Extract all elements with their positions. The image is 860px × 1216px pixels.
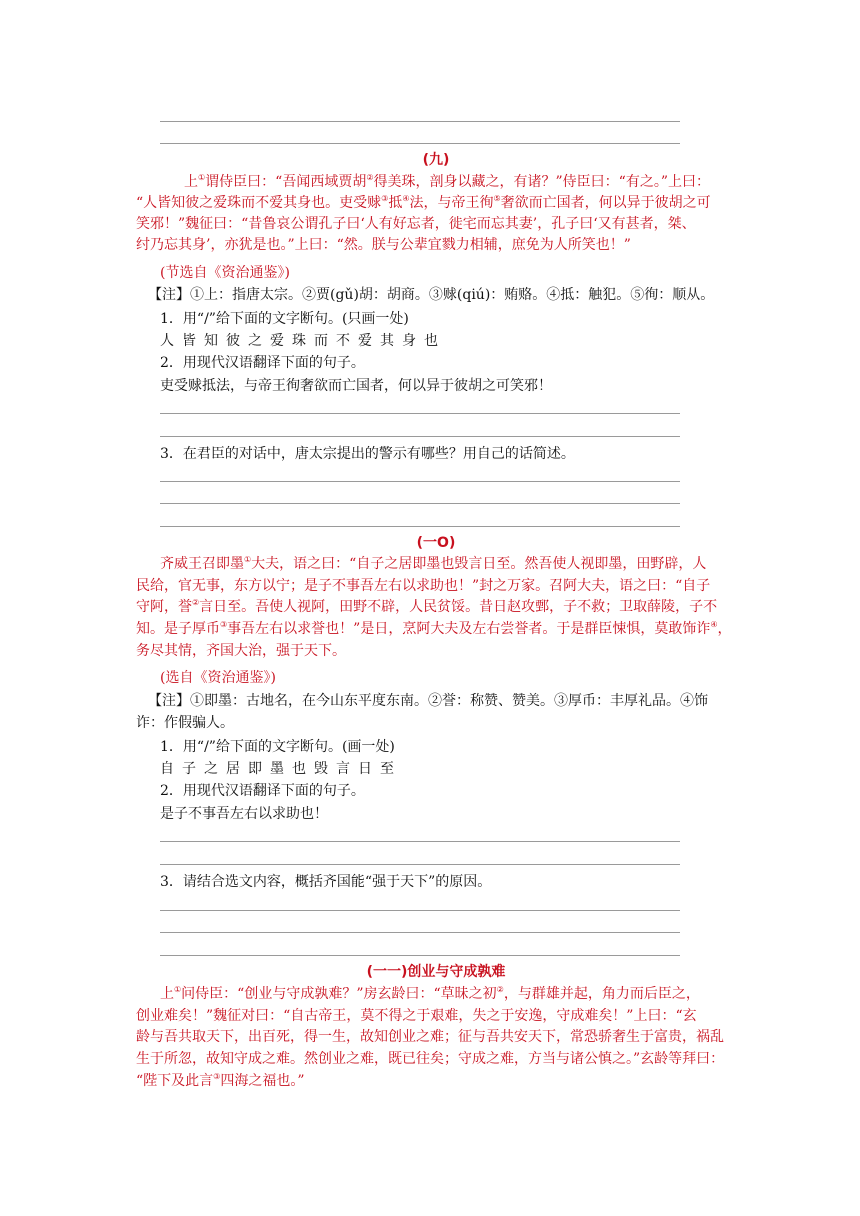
section-10-question-2-text: 是子不事吾左右以求助也！ <box>160 806 328 822</box>
section-9-title: (九) <box>422 152 450 168</box>
section-10-title: (一O) <box>416 535 456 551</box>
section-10-question-2: 2．用现代汉语翻译下面的句子。 <box>160 783 365 799</box>
section-11-passage-line-4: 生于所忽，故知守成之难。然创业之难，既已往矣；守成之难，方当与诸公慎之。”玄龄等拜曰： <box>136 1051 725 1067</box>
section-10-passage-line-1: 齐威王召即墨①大夫，语之曰：“自子之居即墨也毁言日至。然吾使人视即墨，田野辟，人 <box>160 555 707 572</box>
section-9-question-1-text: 人皆知彼之爱珠而不爱其身也 <box>160 333 446 349</box>
section-9-source: (节选自《资治通鉴》) <box>160 265 290 281</box>
answer-line <box>160 143 680 144</box>
section-10-note-2: 诈：作假骗人。 <box>136 715 234 731</box>
section-9-question-1: 1．用“/”给下面的文字断句。(只画一处) <box>160 311 409 327</box>
answer-line <box>160 503 680 504</box>
answer-line <box>160 955 680 956</box>
section-10-source: (选自《资治通鉴》) <box>160 670 276 686</box>
section-9-note: 【注】①上：指唐太宗。②贾(gǔ)胡：胡商。③赇(qiú)：贿赂。④抵：触犯。⑤徇：顺从。 <box>148 287 715 303</box>
answer-line <box>160 526 680 527</box>
answer-line <box>160 481 680 482</box>
section-9-passage-line-2: “人皆知彼之爱珠而不爱其身也。吏受赇③抵④法，与帝王徇⑤奢欲而亡国者，何以异于彼胡之可 <box>136 194 711 211</box>
section-9-question-2-text: 吏受赇抵法，与帝王徇奢欲而亡国者，何以异于彼胡之可笑邪！ <box>160 378 552 394</box>
answer-line <box>160 864 680 865</box>
section-9-passage-line-3: 笑邪！”魏征曰：“昔鲁哀公谓孔子曰‘人有好忘者，徙宅而忘其妻’，孔子曰‘又有甚者，桀、 <box>136 216 696 232</box>
section-9-question-3: 3．在君臣的对话中，唐太宗提出的警示有哪些？用自己的话简述。 <box>160 446 575 462</box>
answer-line <box>160 841 680 842</box>
answer-line <box>160 121 680 122</box>
section-9-question-2: 2．用现代汉语翻译下面的句子。 <box>160 355 365 371</box>
section-10-question-3: 3．请结合选文内容，概括齐国能“强于天下”的原因。 <box>160 874 492 890</box>
section-10-passage-line-4: 知。是子厚币③事吾左右以求誉也！”是日，烹阿大夫及左右尝誉者。于是群臣悚惧，莫敢饰诈④， <box>136 620 732 637</box>
answer-line <box>160 436 680 437</box>
section-10-passage-line-2: 民给，官无事，东方以宁；是子不事吾左右以求助也！”封之万家。召阿大夫，语之曰：“自子 <box>136 578 711 594</box>
section-10-note-1: 【注】①即墨：古地名，在今山东平度东南。②誉：称赞、赞美。③厚币：丰厚礼品。④饰 <box>148 693 708 709</box>
section-9-passage-line-4: 纣乃忘其身’，亦犹是也。”上曰：“然。朕与公辈宜戮力相辅，庶免为人所笑也！” <box>136 237 631 253</box>
section-10-passage-line-5: 务尽其情，齐国大治，强于天下。 <box>136 643 346 659</box>
section-10-passage-line-3: 守阿，誉②言日至。吾使人视阿，田野不辟，人民贫馁。昔日赵攻鄄，子不救；卫取薛陵，子不 <box>136 598 718 615</box>
answer-line <box>160 932 680 933</box>
section-11-passage-line-3: 龄与吾共取天下，出百死，得一生，故知创业之难；征与吾共安天下，常恐骄奢生于富贵，祸乱 <box>136 1029 724 1045</box>
section-10-question-1: 1．用“/”给下面的文字断句。(画一处) <box>160 739 395 755</box>
answer-line <box>160 413 680 414</box>
answer-line <box>160 910 680 911</box>
section-10-question-1-text: 自子之居即墨也毁言日至 <box>160 761 402 777</box>
section-9-passage-line-1: 上①谓侍臣曰：“吾闻西域贾胡②得美珠，剖身以藏之，有诸？”侍臣曰：“有之。”上曰： <box>184 173 710 190</box>
section-11-title: (一一)创业与守成孰难 <box>366 964 506 980</box>
section-11-passage-line-5: “陛下及此言③四海之福也。” <box>136 1072 305 1089</box>
section-11-passage-line-1: 上①问侍臣：“创业与守成孰难？”房玄龄曰：“草昧之初②，与群雄并起，角力而后臣之， <box>160 985 700 1002</box>
section-11-passage-line-2: 创业难矣！”魏征对曰：“自古帝王，莫不得之于艰难，失之于安逸，守成难矣！”上曰：“玄 <box>136 1008 697 1024</box>
